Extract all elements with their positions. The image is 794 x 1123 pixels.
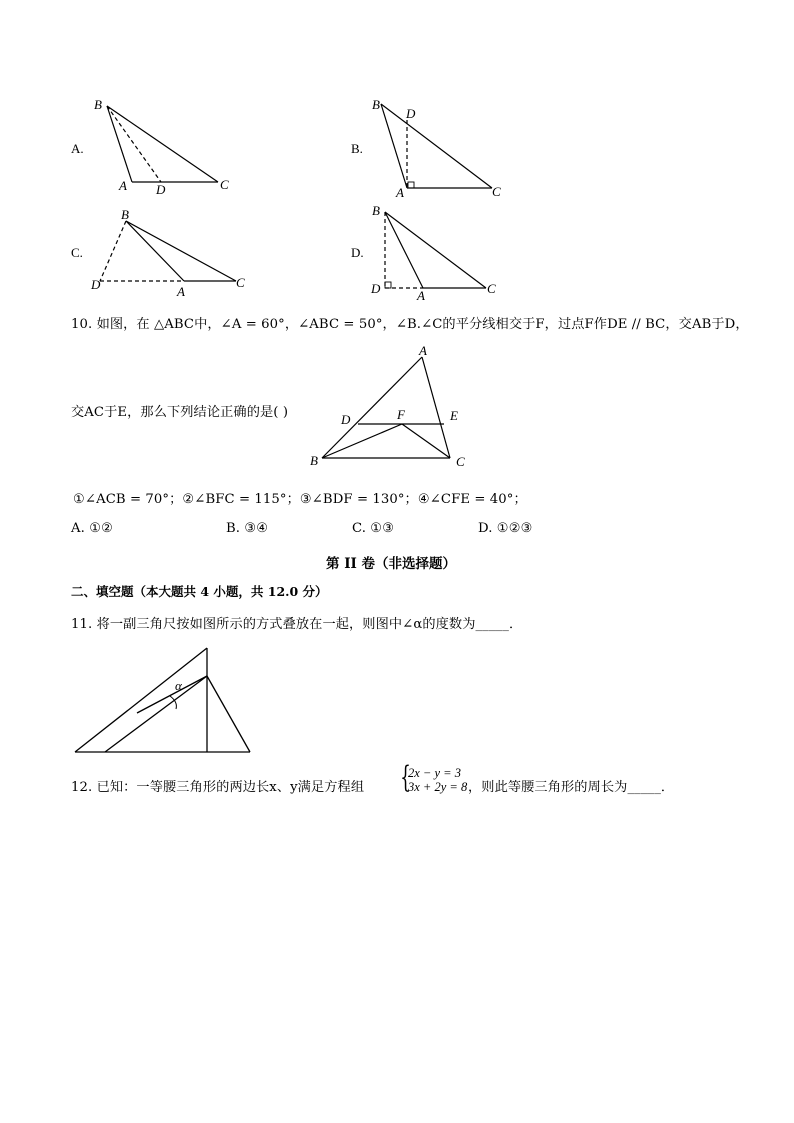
label-a: A	[177, 284, 185, 299]
segment-ba	[381, 104, 407, 188]
segment-cf	[402, 424, 450, 458]
segment-bf	[322, 424, 402, 458]
segment-bd-dashed	[107, 106, 161, 182]
segment-ac	[422, 357, 450, 458]
q10-statements: ①∠ACB = 70°；②∠BFC = 115°；③∠BDF = 130°；④∠CFE = 40°；	[73, 492, 527, 507]
alpha-label: α	[175, 678, 182, 693]
segment-bc	[381, 104, 492, 188]
label-c: C	[492, 184, 501, 199]
segment-ba	[107, 106, 132, 182]
label-a: A	[119, 178, 127, 193]
q10-choice-b: B. ③④	[226, 521, 269, 536]
option-b-letter: B.	[351, 141, 363, 156]
q10-figure	[305, 343, 475, 473]
set-square-2-side	[207, 676, 250, 752]
label-b: B	[310, 453, 318, 468]
fill-in-heading: 二、填空题（本大题共 4 小题，共 12.0 分）	[71, 584, 328, 599]
right-angle-mark	[385, 282, 391, 288]
label-e: E	[450, 408, 458, 423]
label-a: A	[396, 185, 404, 200]
q10-line-1: 10. 如图，在 △ABC中，∠A = 60°，∠ABC = 50°，∠B.∠C的平分线相交于F，过点F作DE // BC，交AB于D，	[71, 317, 749, 332]
option-c-figure	[88, 205, 248, 300]
label-f: F	[397, 407, 405, 422]
q11-text: 11. 将一副三角尺按如图所示的方式叠放在一起，则图中∠α的度数为_____．	[71, 617, 523, 632]
label-d: D	[406, 106, 416, 121]
q12-text-before: 12. 已知：一等腰三角形的两边长x、y满足方程组	[71, 780, 365, 795]
segment-bd-dashed	[100, 221, 126, 281]
option-a-letter: A.	[71, 141, 84, 156]
q10-line-2: 交AC于E，那么下列结论正确的是( )	[71, 405, 289, 420]
label-d: D	[156, 182, 166, 197]
option-c-letter: C.	[71, 245, 83, 260]
q12-equation-2: 3x + 2y = 8	[408, 780, 468, 794]
equation-system-brace: {	[400, 760, 411, 795]
segment-bc	[107, 106, 218, 182]
label-b: B	[372, 203, 380, 218]
q10-choice-c: C. ①③	[352, 521, 395, 536]
right-angle-mark	[408, 182, 414, 188]
label-c: C	[456, 454, 465, 469]
option-d-letter: D.	[351, 245, 364, 260]
label-b: B	[94, 97, 102, 112]
label-d: D	[341, 412, 351, 427]
label-c: C	[220, 177, 229, 192]
q11-figure	[70, 640, 260, 760]
segment-ba	[385, 212, 423, 288]
segment-ab	[322, 357, 422, 458]
segment-ba	[126, 221, 184, 281]
q10-choice-d: D. ①②③	[478, 521, 533, 536]
option-d-figure	[368, 200, 518, 305]
option-a-figure	[90, 96, 240, 201]
segment-bc	[126, 221, 236, 281]
label-a: A	[419, 343, 427, 358]
label-d: D	[91, 277, 101, 292]
label-b: B	[121, 207, 129, 222]
label-d: D	[371, 281, 381, 296]
segment-bc	[385, 212, 486, 288]
label-a: A	[417, 288, 425, 303]
q12-equation-1: 2x − y = 3	[408, 766, 461, 780]
q10-choice-a: A. ①②	[71, 521, 114, 536]
option-b-figure	[368, 96, 518, 201]
section-2-title: 第 II 卷（非选择题）	[326, 556, 457, 572]
label-c: C	[236, 275, 245, 290]
q12-text-after: ，则此等腰三角形的周长为_____．	[468, 780, 675, 795]
set-square-1-hypotenuse	[75, 648, 207, 752]
label-b: B	[372, 97, 380, 112]
label-c: C	[487, 281, 496, 296]
